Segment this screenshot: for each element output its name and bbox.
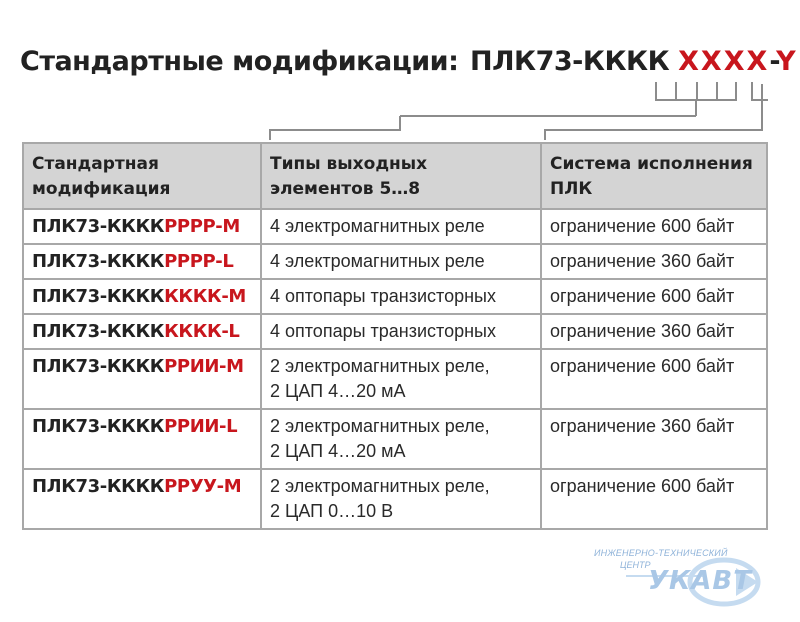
table-row [23, 314, 767, 349]
watermark-brand: УКАВТ [648, 566, 752, 596]
model-suffix: РРИИ-L [164, 416, 238, 437]
watermark-line2: ЦЕНТР [620, 560, 651, 570]
system-cell: ограничение 600 байт [541, 279, 767, 314]
outputs-line: 2 ЦАП 0…10 В [270, 501, 394, 521]
system-cell: ограничение 600 байт [541, 469, 767, 529]
column-header-system: Система исполнения ПЛК [541, 143, 767, 209]
model-cell [23, 209, 261, 244]
model-prefix: ПЛК73-КККК [32, 476, 165, 497]
model-prefix: ПЛК73-КККК [32, 321, 165, 342]
outputs-cell [261, 244, 541, 279]
outputs-cell [261, 409, 541, 469]
outputs-line: 4 электромагнитных реле [270, 216, 485, 236]
outputs-line: 2 электромагнитных реле, [270, 416, 490, 436]
table-row [23, 349, 767, 409]
table-row [23, 279, 767, 314]
code-prefix: ПЛК73-КККК [470, 46, 670, 77]
outputs-line: 2 ЦАП 4…20 мА [270, 381, 406, 401]
system-cell: ограничение 360 байт [541, 409, 767, 469]
outputs-line: 4 электромагнитных реле [270, 251, 485, 271]
system-cell: ограничение 360 байт [541, 244, 767, 279]
table-row [23, 469, 767, 529]
model-cell [23, 349, 261, 409]
outputs-line: 2 электромагнитных реле, [270, 356, 490, 376]
table-row [23, 209, 767, 244]
model-suffix: РРРР-L [164, 251, 234, 272]
outputs-cell [261, 209, 541, 244]
watermark-line1: ИНЖЕНЕРНО-ТЕХНИЧЕСКИЙ [594, 548, 728, 558]
table-header-row [23, 143, 767, 209]
outputs-line: 4 оптопары транзисторных [270, 286, 496, 306]
code-output-placeholder: XXXX [678, 46, 770, 77]
code-system-placeholder: Y [776, 46, 796, 77]
code-bracket-lines [0, 0, 800, 150]
outputs-line: 4 оптопары транзисторных [270, 321, 496, 341]
model-cell [23, 279, 261, 314]
outputs-cell [261, 349, 541, 409]
bracket-to-col2 [270, 116, 400, 140]
model-cell [23, 469, 261, 529]
column-header-modification: Стандартная модификация [23, 143, 261, 209]
model-suffix: РРИИ-М [164, 356, 244, 377]
system-cell: ограничение 360 байт [541, 314, 767, 349]
outputs-cell [261, 469, 541, 529]
system-cell: ограничение 600 байт [541, 349, 767, 409]
model-prefix: ПЛК73-КККК [32, 251, 165, 272]
model-prefix: ПЛК73-КККК [32, 216, 165, 237]
table-row [23, 244, 767, 279]
outputs-line: 2 электромагнитных реле, [270, 476, 490, 496]
model-suffix: КККК-L [164, 321, 240, 342]
page-title: Стандартные модификации: [20, 46, 459, 77]
model-suffix: РРРР-М [164, 216, 240, 237]
model-cell [23, 244, 261, 279]
table-row [23, 409, 767, 469]
column-header-outputs: Типы выходных элементов 5…8 [261, 143, 541, 209]
model-suffix: КККК-М [164, 286, 246, 307]
watermark-logo [586, 546, 766, 610]
model-prefix: ПЛК73-КККК [32, 286, 165, 307]
model-cell [23, 314, 261, 349]
model-prefix: ПЛК73-КККК [32, 356, 165, 377]
model-cell [23, 409, 261, 469]
outputs-cell [261, 279, 541, 314]
code-dash: - [769, 46, 777, 77]
outputs-line: 2 ЦАП 4…20 мА [270, 441, 406, 461]
modifications-table [22, 142, 768, 530]
model-prefix: ПЛК73-КККК [32, 416, 165, 437]
system-cell: ограничение 600 байт [541, 209, 767, 244]
bracket-to-col3 [545, 84, 762, 140]
model-suffix: РРУУ-М [164, 476, 242, 497]
outputs-cell [261, 314, 541, 349]
